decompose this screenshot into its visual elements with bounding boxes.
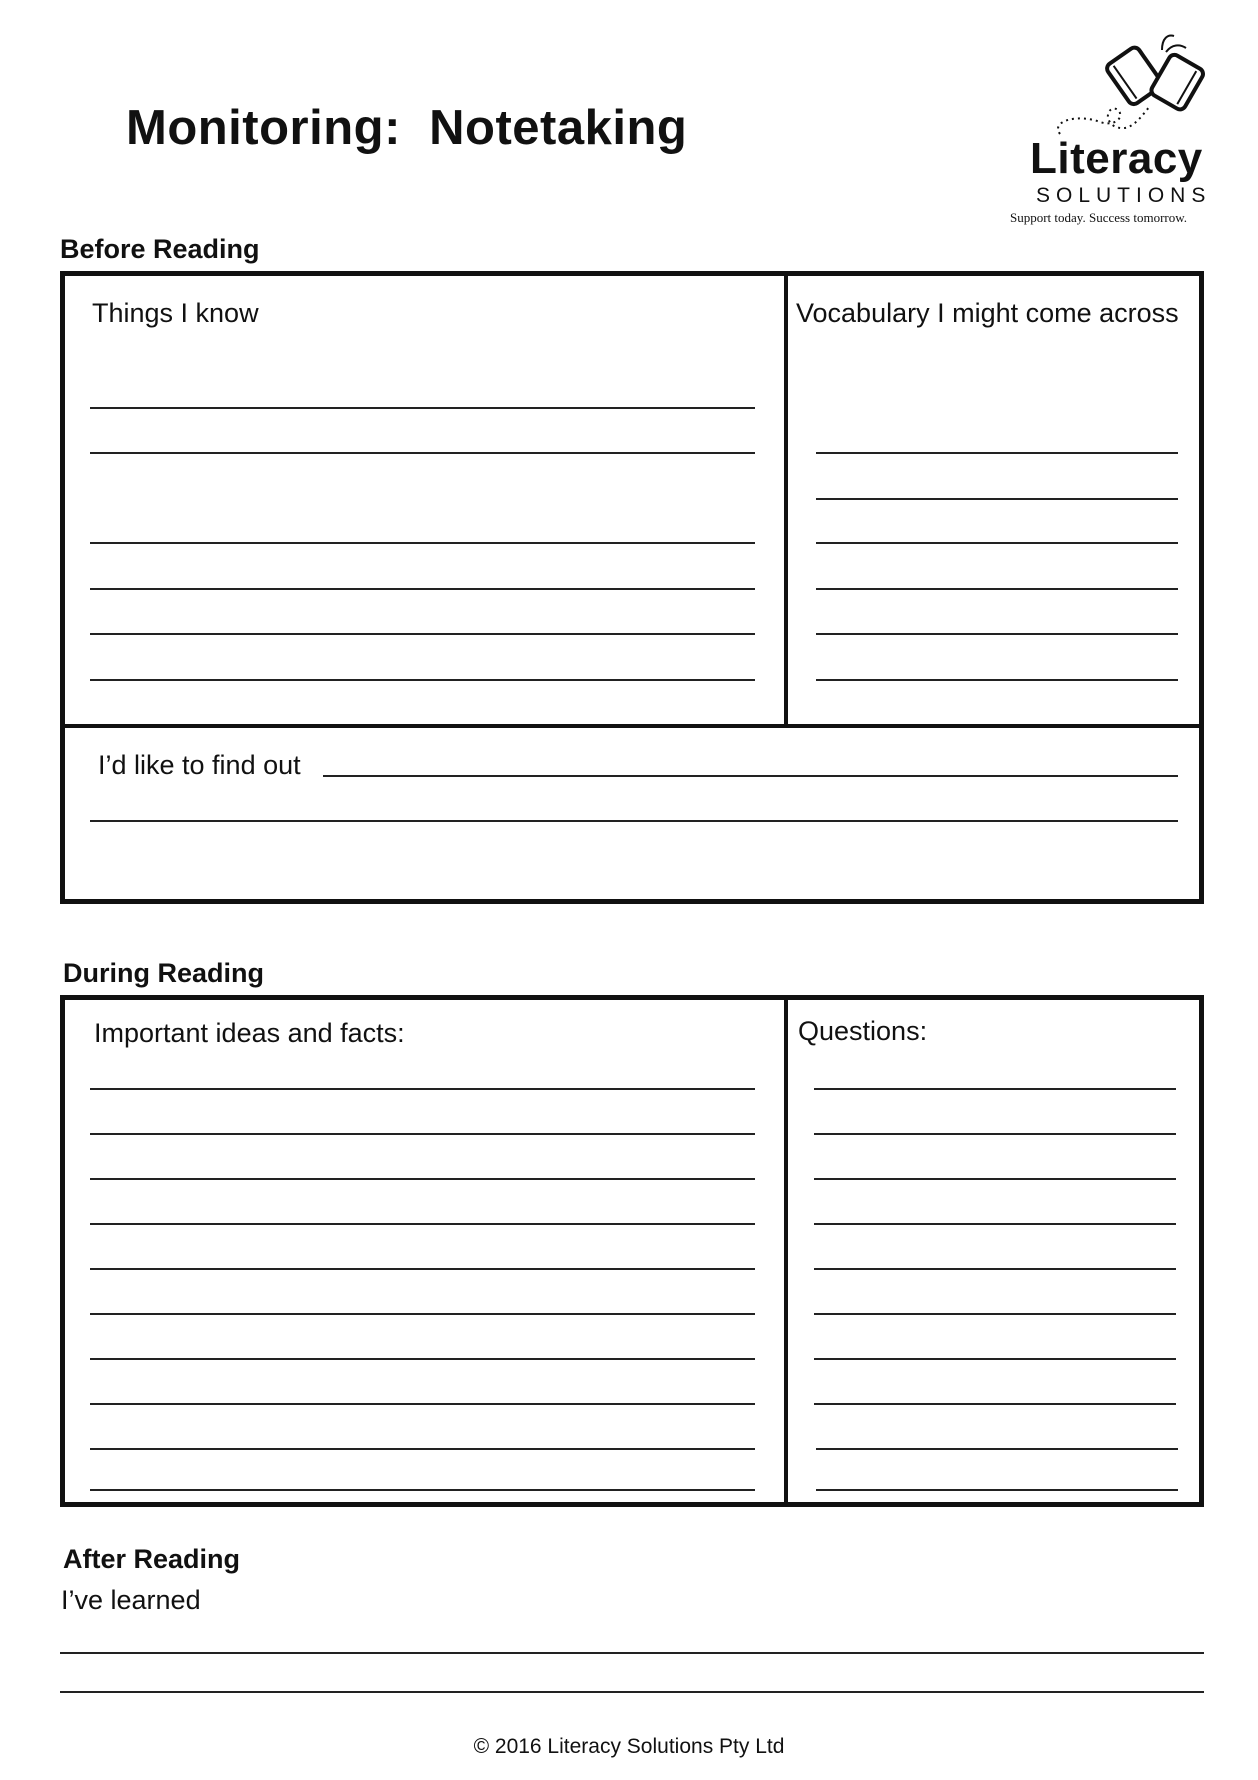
page-title: Monitoring: Notetaking — [126, 101, 688, 155]
before-reading-row-divider — [65, 724, 1199, 728]
during-reading-heading: During Reading — [63, 958, 264, 988]
ideas-line[interactable] — [90, 1223, 755, 1225]
logo-tagline: Support today. Success tomorrow. — [1010, 210, 1188, 225]
ideas-line[interactable] — [90, 1088, 755, 1090]
questions-line[interactable] — [814, 1088, 1176, 1090]
ideas-line[interactable] — [90, 1489, 755, 1491]
ideas-line[interactable] — [90, 1313, 755, 1315]
find-out-line[interactable] — [90, 820, 1178, 822]
ideas-line[interactable] — [90, 1133, 755, 1135]
things-i-know-line[interactable] — [90, 452, 755, 454]
learned-line[interactable] — [60, 1652, 1204, 1654]
during-reading-box — [60, 995, 1204, 1507]
things-i-know-label: Things I know — [92, 298, 259, 328]
ideas-line[interactable] — [90, 1448, 755, 1450]
questions-line[interactable] — [814, 1313, 1176, 1315]
vocabulary-line[interactable] — [816, 588, 1178, 590]
vocabulary-line[interactable] — [816, 498, 1178, 500]
things-i-know-line[interactable] — [90, 633, 755, 635]
during-reading-column-divider — [784, 1000, 788, 1502]
logo-word: Literacy — [1030, 134, 1203, 183]
learned-line[interactable] — [60, 1691, 1204, 1693]
questions-line[interactable] — [814, 1403, 1176, 1405]
vocabulary-line[interactable] — [816, 452, 1178, 454]
ideas-line[interactable] — [90, 1178, 755, 1180]
questions-line[interactable] — [814, 1223, 1176, 1225]
ideas-label: Important ideas and facts: — [94, 1018, 405, 1048]
logo — [990, 22, 1230, 232]
vocabulary-line[interactable] — [816, 679, 1178, 681]
questions-line[interactable] — [814, 1358, 1176, 1360]
ideas-line[interactable] — [90, 1403, 755, 1405]
questions-line[interactable] — [814, 1133, 1176, 1135]
vocabulary-label: Vocabulary I might come across — [796, 298, 1179, 328]
vocabulary-line[interactable] — [816, 542, 1178, 544]
questions-line[interactable] — [816, 1489, 1178, 1491]
learned-label: I’ve learned — [61, 1585, 201, 1615]
questions-line[interactable] — [816, 1448, 1178, 1450]
ideas-line[interactable] — [90, 1358, 755, 1360]
before-reading-box — [60, 271, 1204, 904]
questions-label: Questions: — [798, 1016, 928, 1046]
before-reading-column-divider — [784, 276, 788, 726]
things-i-know-line[interactable] — [90, 679, 755, 681]
logo-subtitle: SOLUTIONS — [1036, 184, 1212, 207]
questions-line[interactable] — [814, 1268, 1176, 1270]
things-i-know-line[interactable] — [90, 542, 755, 544]
things-i-know-line[interactable] — [90, 588, 755, 590]
find-out-line[interactable] — [323, 775, 1178, 777]
after-reading-heading: After Reading — [63, 1544, 241, 1574]
things-i-know-line[interactable] — [90, 407, 755, 409]
before-reading-heading: Before Reading — [60, 234, 260, 264]
ideas-line[interactable] — [90, 1268, 755, 1270]
vocabulary-line[interactable] — [816, 633, 1178, 635]
copyright-footer: © 2016 Literacy Solutions Pty Ltd — [473, 1735, 785, 1758]
book-butterfly-icon — [990, 22, 1230, 142]
questions-line[interactable] — [814, 1178, 1176, 1180]
find-out-label: I’d like to find out — [98, 750, 301, 780]
